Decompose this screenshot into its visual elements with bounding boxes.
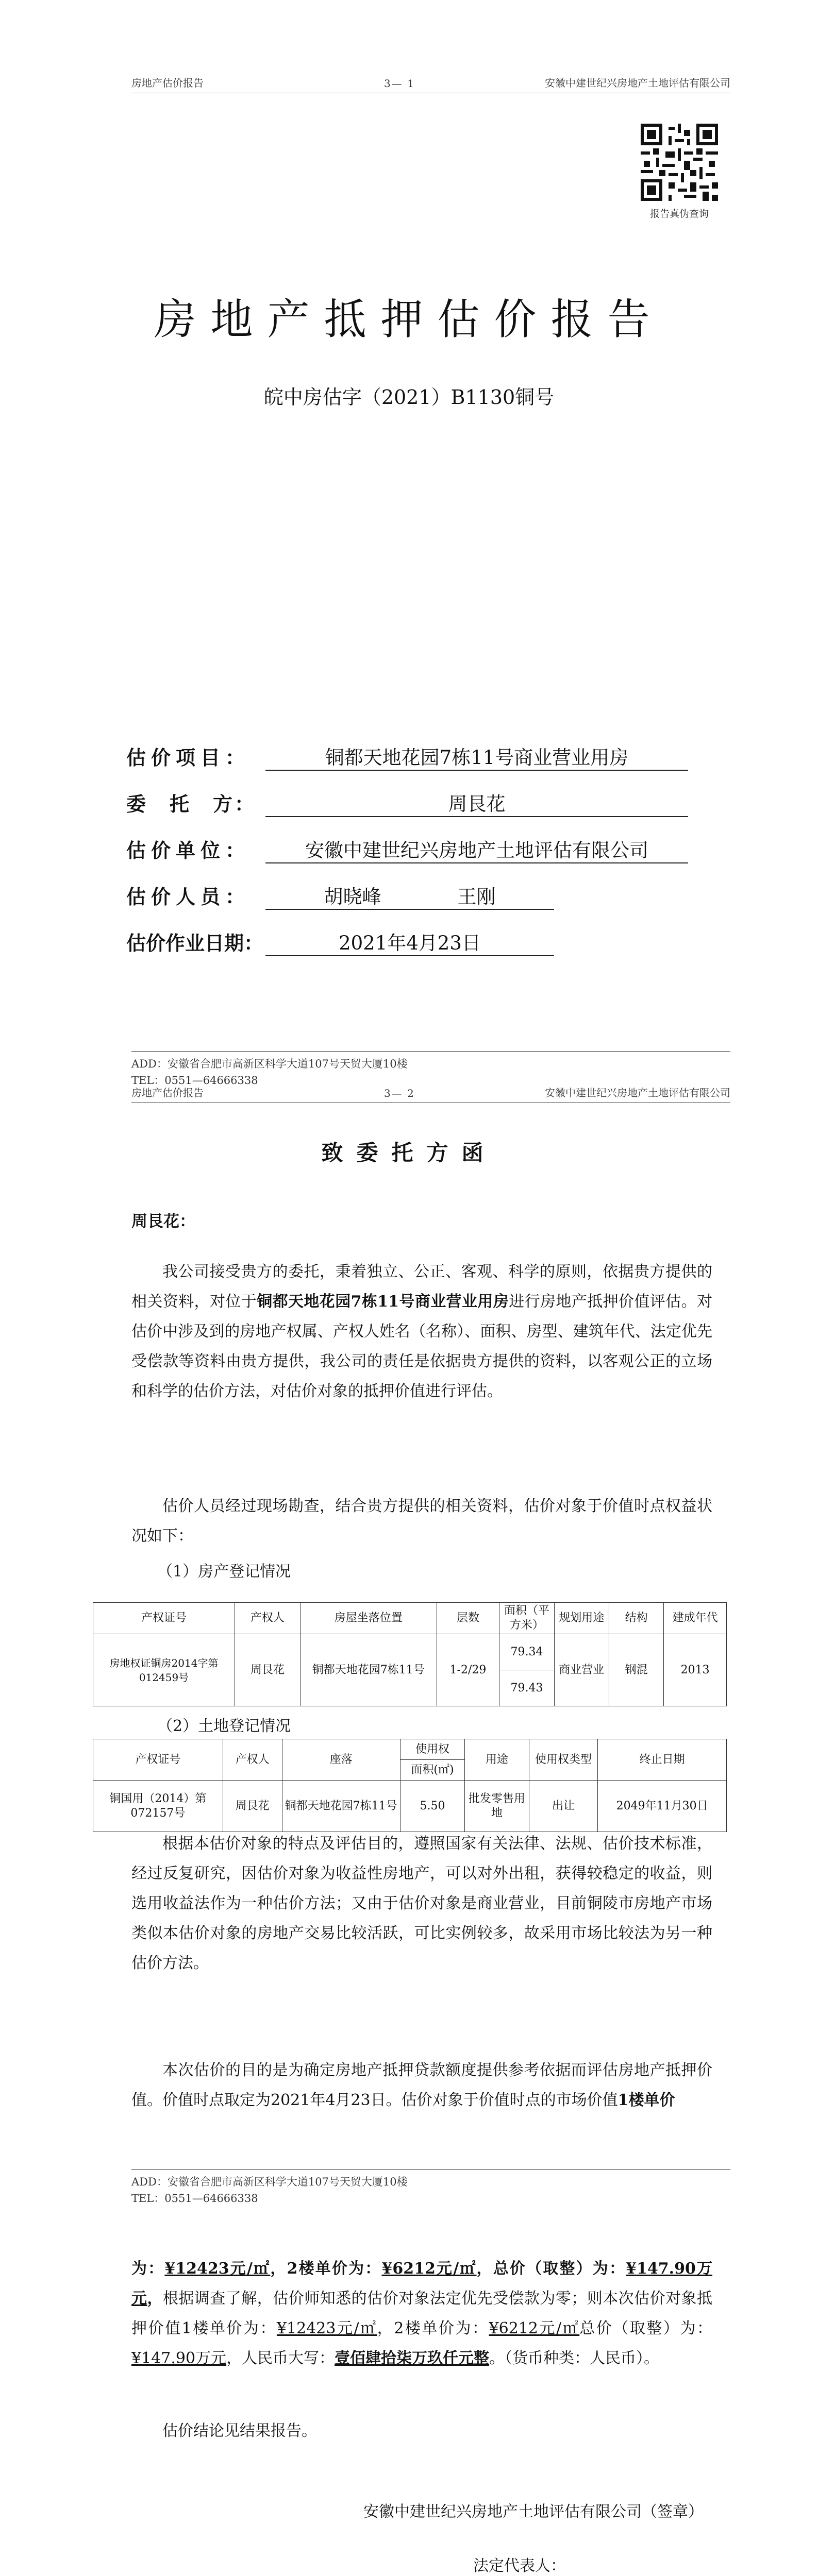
info-row-appraisers [126, 881, 698, 907]
table-header-cell: 产权人 [235, 1603, 301, 1634]
mortgage-floor2-price: ¥6212元/㎡ [489, 2319, 580, 2337]
info-row-client [126, 788, 698, 814]
table-cell: 5.50 [400, 1781, 465, 1832]
page-3 [0, 2210, 818, 2576]
footer-address: ADD：安徽省合肥市高新区科学大道107号天贸大厦10楼 [131, 2176, 408, 2188]
value-text: 为： [131, 2260, 165, 2278]
table-header-cell: 规划用途 [554, 1603, 609, 1634]
table-header-cell: 产权证号 [93, 1603, 235, 1634]
table-header-row [93, 1603, 727, 1634]
table-header-cell: 产权证号 [93, 1739, 223, 1781]
paragraph-value-conclusion [131, 2254, 712, 2374]
paragraph-purpose [131, 2056, 712, 2115]
signer-company: 安徽中建世纪兴房地产土地评估有限公司（签章） [363, 2503, 704, 2521]
table-header-cell: 使用权类型 [529, 1739, 598, 1781]
header-left: 房地产估价报告 [131, 77, 204, 89]
intro-property-address: 铜都天地花园7栋11号商业营业用房 [257, 1293, 509, 1311]
table-header-cell: 终止日期 [598, 1739, 727, 1781]
header-company: 安徽中建世纪兴房地产土地评估有限公司 [545, 1087, 730, 1099]
section-house-registration: （1）房产登记情况 [157, 1563, 291, 1581]
table-header-cell: 产权人 [223, 1739, 282, 1781]
purpose-text: 本次估价的目的是为确定房地产抵押贷款额度提供参考依据而评估房地产抵押价值。价值时点取定为2021年4月23日。估价对象于价值时点的市场价值 [131, 2061, 712, 2109]
table-header-cell: 用途 [465, 1739, 529, 1781]
page-2 [0, 1087, 818, 2210]
table-header-cell: 建成年代 [664, 1603, 727, 1634]
table-header-cell: 房屋坐落位置 [300, 1603, 437, 1634]
house-registration-table [93, 1602, 727, 1706]
table-cell: 商业营业 [554, 1634, 609, 1706]
intro-text-a: 我公司接受贵方的委托，秉着独立、公正、客观、科学的原则，依据贵方提供的相关资料，对位于 [131, 1263, 712, 1311]
info-label: 估价作业日期： [126, 931, 264, 955]
table-row [93, 1781, 727, 1832]
table-cell: 周艮花 [223, 1781, 282, 1832]
table-cell: 铜都天地花园7栋11号 [300, 1634, 437, 1706]
info-row-work-date [126, 927, 698, 953]
page-1 [0, 0, 818, 1087]
info-value: 铜都天地花园7栋11号商业营业用房 [265, 742, 688, 771]
mortgage-text: 根据调查了解，估价师知悉的估价对象法定优先受偿款为零；则本次估价对象抵押价值1楼单价为： [131, 2290, 713, 2337]
salutation: 周艮花： [131, 1212, 195, 1231]
total-price: ¥147.90万元 [131, 2260, 713, 2308]
table-cell: 出让 [529, 1781, 598, 1832]
table-cell: 铜都天地花园7栋11号 [282, 1781, 400, 1832]
info-row-appraiser-org [126, 835, 698, 860]
qr-caption: 报告真伪查询 [649, 208, 709, 219]
intro-text-b: 进行房地产抵押价值评估。对估价中涉及到的房地产权属、产权人姓名（名称）、面积、房型、建筑年代、法定优先受偿款等资料由贵方提供，我公司的责任是依据贵方提供的资料，以客观公正的立场和科学的估价方法，对估价对象的抵押价值进行评估。 [131, 1293, 713, 1400]
info-value: 周艮花 [265, 788, 688, 817]
purpose-unit-price-label: 1楼单价 [617, 2091, 675, 2109]
table-row [93, 1634, 727, 1670]
page-header [131, 77, 730, 93]
info-value: 胡晓峰 王刚 [265, 881, 554, 910]
info-value: 安徽中建世纪兴房地产土地评估有限公司 [265, 835, 688, 863]
page-footer [131, 1051, 730, 1089]
table-header-cell: 面积(㎡) [400, 1760, 465, 1781]
mortgage-text: ，人民币大写： [226, 2349, 335, 2367]
header-page-no: 3— 1 [384, 77, 415, 90]
value-text: ， [147, 2290, 163, 2308]
table-header-cell: 层数 [437, 1603, 499, 1634]
info-label: 委 托 方： [126, 792, 257, 816]
paragraph-survey: 估价人员经过现场勘查，结合贵方提供的相关资料，估价对象于价值时点权益状况如下： [131, 1497, 712, 1545]
paragraph-intro [131, 1257, 712, 1406]
info-row-project [126, 742, 698, 768]
info-label: 估价单位： [126, 839, 251, 862]
table-cell: 79.43 [499, 1670, 554, 1706]
table-header-cell: 面积（平方米） [499, 1603, 554, 1634]
table-cell: 周艮花 [235, 1634, 301, 1706]
header-company: 安徽中建世纪兴房地产土地评估有限公司 [545, 77, 730, 89]
table-header-cell: 座落 [282, 1739, 400, 1781]
mortgage-floor1-price: ¥12423元/㎡ [276, 2319, 377, 2337]
land-registration-table [93, 1739, 727, 1832]
paragraph-see-result: 估价结论见结果报告。 [162, 2422, 317, 2440]
floor2-unit-price: ¥6212元/㎡ [381, 2260, 477, 2278]
page-header [131, 1087, 730, 1103]
info-label: 估价项目： [126, 746, 251, 769]
table-header-cell: 使用权 [400, 1739, 465, 1760]
mortgage-text: 。（货币种类：人民币）。 [489, 2349, 660, 2367]
table-cell: 2049年11月30日 [598, 1781, 727, 1832]
mortgage-text: ，2楼单价为： [377, 2319, 489, 2337]
table-cell: 钢混 [609, 1634, 663, 1706]
report-title: 房地产抵押估价报告 [154, 295, 664, 344]
table-cell: 1-2/29 [437, 1634, 499, 1706]
report-number: 皖中房估字（2021）B1130铜号 [263, 386, 555, 409]
table-cell: 房地权证铜房2014字第012459号 [93, 1634, 235, 1706]
footer-address: ADD：安徽省合肥市高新区科学大道107号天贸大厦10楼 [131, 1058, 408, 1070]
paragraph-method: 根据本估价对象的特点及评估目的，遵照国家有关法律、法规、估价技术标准，经过反复研究，因估价对象为收益性房地产，可以对外出租，获得较稳定的收益，则选用收益法作为一种估价方法；又由于估价对象是商业营业，目前铜陵市房地产市场类似本估价对象的房地产交易比较活跃，可比实例较多，故采用市场比较法为另一种估价方法。 [131, 1835, 712, 1972]
legal-representative: 法定代表人： [473, 2557, 566, 2575]
table-header-cell: 结构 [609, 1603, 663, 1634]
header-left: 房地产估价报告 [131, 1087, 204, 1099]
mortgage-total-uppercase: 壹佰肆拾柒万玖仟元整 [335, 2349, 490, 2367]
value-text: ，2楼单价为： [270, 2260, 382, 2278]
info-value: 2021年4月23日 [265, 927, 554, 956]
mortgage-text: 总价（取整）为： [579, 2319, 712, 2337]
info-label: 估价人员： [126, 885, 251, 908]
table-cell: 批发零售用地 [465, 1781, 529, 1832]
table-header-row [93, 1739, 727, 1760]
page-footer [131, 2169, 730, 2207]
letter-title: 致委托方函 [321, 1140, 497, 1165]
table-cell: 79.34 [499, 1634, 554, 1670]
header-page-no: 3— 2 [384, 1087, 415, 1099]
table-cell: 2013 [664, 1634, 727, 1706]
section-land-registration: （2）土地登记情况 [157, 1717, 291, 1735]
footer-tel: TEL：0551—64666338 [131, 2192, 258, 2205]
table-cell: 铜国用（2014）第072157号 [93, 1781, 223, 1832]
footer-tel: TEL：0551—64666338 [131, 1074, 258, 1087]
value-text: ，总价（取整）为： [476, 2260, 626, 2278]
floor1-unit-price: ¥12423元/㎡ [164, 2260, 271, 2278]
qr-code-icon[interactable] [641, 124, 718, 201]
mortgage-total-price: ¥147.90万元 [131, 2349, 227, 2367]
